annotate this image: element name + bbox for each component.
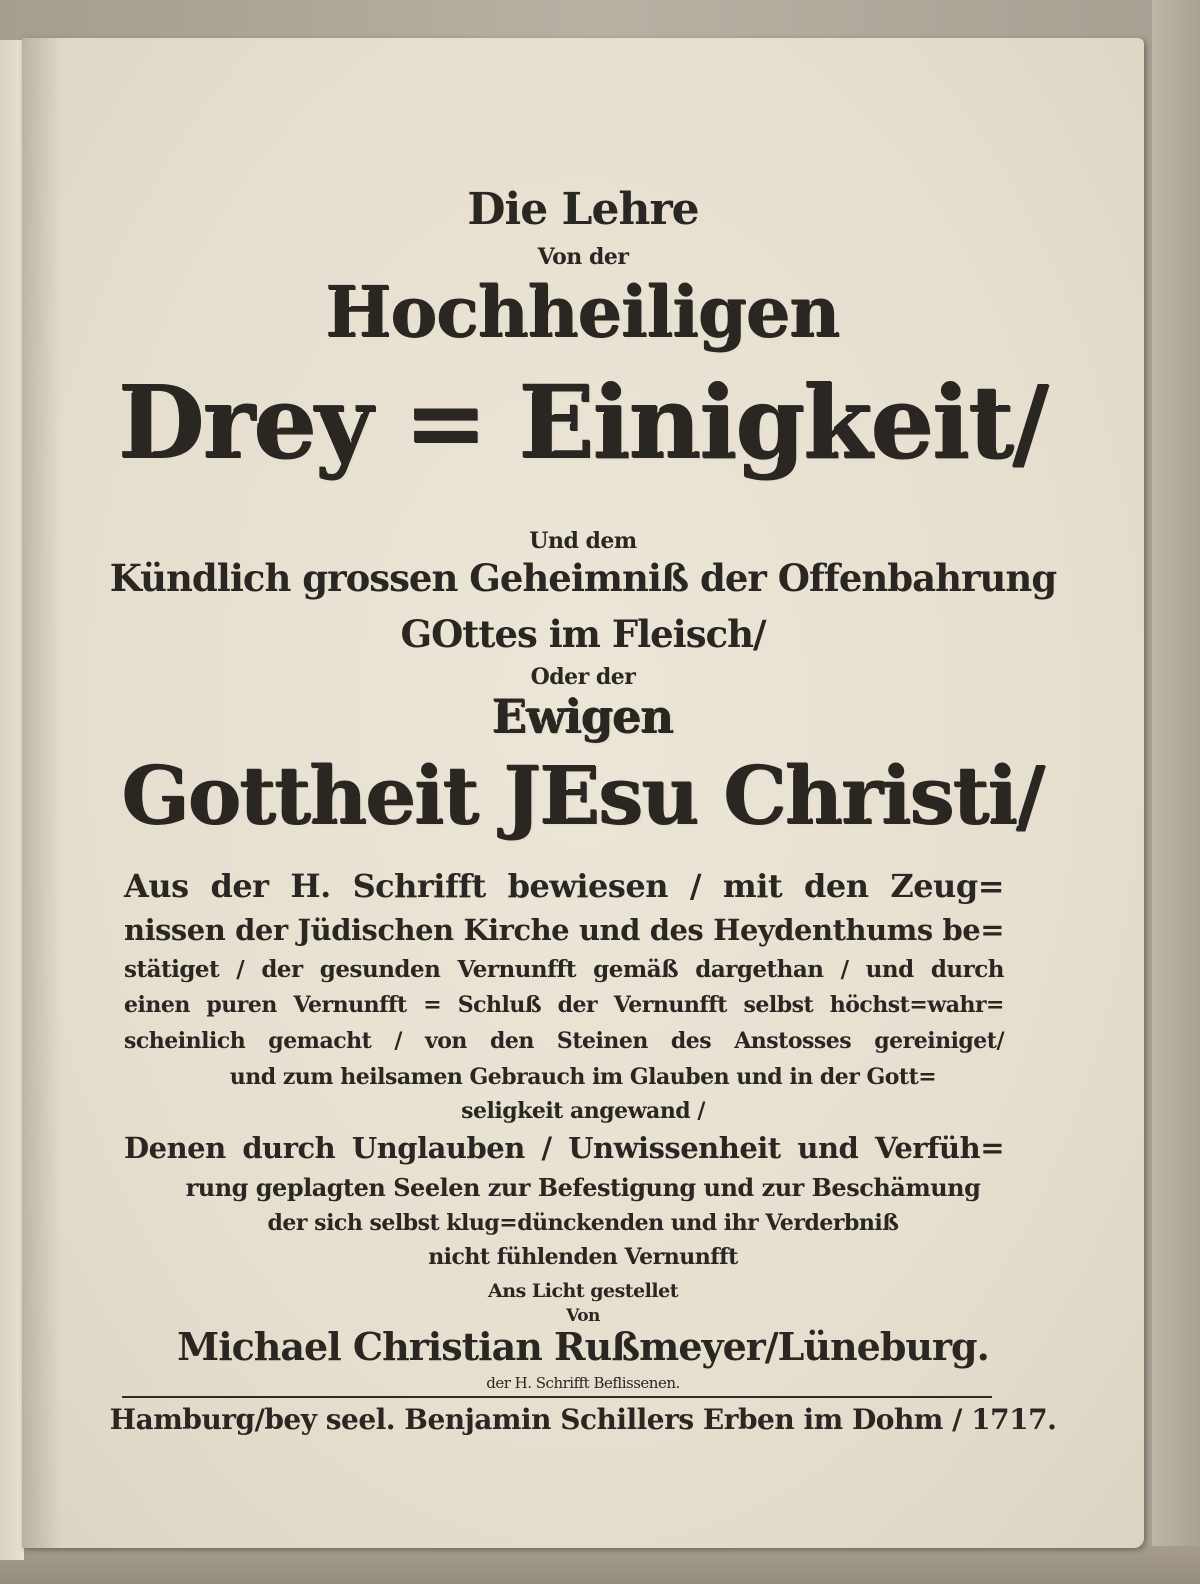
body-line-5: scheinlich gemacht / von den Steinen des Anstosses gereiniget/ xyxy=(124,1028,1004,1054)
dedication-line-1: Denen durch Unglauben / Unwissenheit und Verfüh= xyxy=(124,1131,1004,1165)
title-line-oder-der: Oder der xyxy=(530,664,636,690)
body-line-2: nissen der Jüdischen Kirche und des Heydenthums be= xyxy=(124,913,1004,947)
title-line-von-der: Von der xyxy=(537,244,629,270)
title-line-gottheit: Gottheit JEsu Christi/ xyxy=(122,749,1044,843)
presented-line: Ans Licht gestellet xyxy=(488,1280,678,1302)
title-page-content xyxy=(22,38,1144,1548)
title-line-drey-einigkeit: Drey = Einigkeit/ xyxy=(118,364,1048,482)
title-line-kuendlich: Kündlich grossen Geheimniß der Offenbahrung xyxy=(109,556,1057,600)
von-line: Von xyxy=(566,1306,600,1326)
body-line-6: und zum heilsamen Gebrauch im Glauben und in der Gott= xyxy=(229,1064,937,1090)
title-page xyxy=(22,38,1144,1548)
board-edge-right xyxy=(1152,0,1200,1584)
dedication-line-4: nicht fühlenden Vernunfft xyxy=(428,1244,738,1270)
title-line-hochheiligen: Hochheiligen xyxy=(326,271,840,354)
title-line-gottes: GOttes im Fleisch/ xyxy=(400,612,766,656)
body-line-4: einen puren Vernunfft = Schluß der Vernunfft selbst höchst=wahr= xyxy=(124,992,1004,1018)
dedication-line-2: rung geplagten Seelen zur Befestigung und zur Beschämung xyxy=(185,1173,981,1202)
body-line-7: seligkeit angewand / xyxy=(461,1098,705,1124)
title-line-und-dem: Und dem xyxy=(529,528,637,554)
imprint-line: Hamburg/bey seel. Benjamin Schillers Erben im Dohm / 1717. xyxy=(109,1403,1057,1436)
dedication-line-3: der sich selbst klug=dünckenden und ihr Verderbniß xyxy=(267,1210,899,1236)
body-line-3: stätiget / der gesunden Vernunfft gemäß dargethan / und durch xyxy=(124,956,1004,983)
board-edge-bottom xyxy=(0,1546,1200,1584)
author-note: der H. Schrifft Beflissenen. xyxy=(486,1374,680,1392)
author-line: Michael Christian Rußmeyer/Lüneburg. xyxy=(177,1324,989,1369)
title-line-ewigen: Ewigen xyxy=(492,690,674,744)
body-line-1: Aus der H. Schrifft bewiesen / mit den Zeug= xyxy=(124,867,1004,905)
title-line-die-lehre: Die Lehre xyxy=(467,184,699,235)
imprint-rule xyxy=(122,1396,992,1398)
